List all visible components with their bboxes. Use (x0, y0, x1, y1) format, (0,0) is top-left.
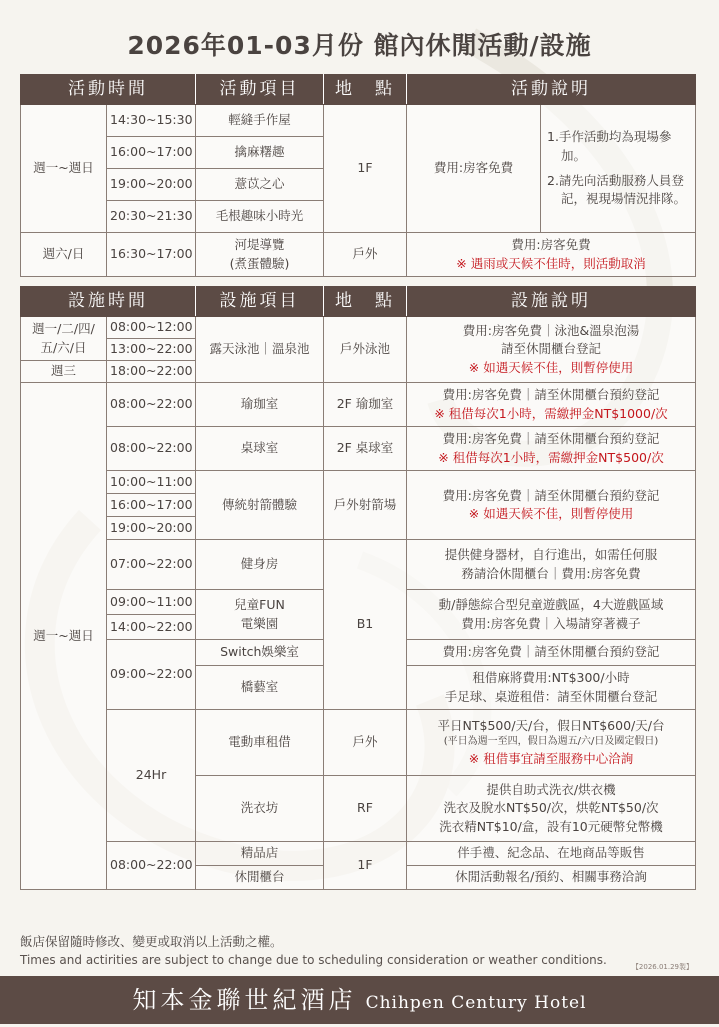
facilities-table (20, 286, 696, 890)
pool-days-line1: 週一/二/四/ (32, 321, 95, 337)
facility-time: 14:00~22:00 (107, 615, 196, 640)
activities-table (20, 74, 696, 277)
facility-item: 電動車租借 (196, 710, 324, 776)
activity-time: 16:30~17:00 (107, 233, 196, 277)
activity-location: 戶外 (324, 233, 407, 277)
chess-desc-line1: 租借麻將費用:NT$300/小時 (472, 670, 630, 686)
activity-warning: ※ 遇雨或天候不佳時，則活動取消 (456, 255, 646, 271)
footer-note-zh: 飯店保留隨時修改、變更或取消以上活動之權。 (20, 934, 283, 949)
activity-description (407, 233, 696, 277)
facility-description (407, 540, 696, 590)
activity-item-line2: (煮蛋體驗) (229, 255, 290, 271)
activity-notes (541, 105, 696, 233)
activity-note-2: 2.請先向活動服務人員登記，視現場情況排隊。 (547, 172, 687, 207)
header-facility-item: 設施項目 (196, 287, 324, 317)
brand-name-zh: 知本金聯世紀酒店 (132, 986, 357, 1014)
facility-item: 休閒櫃台 (196, 866, 324, 890)
activity-time: 20:30~21:30 (107, 201, 196, 233)
activity-item: 薏苡之心 (196, 169, 324, 201)
facility-time: 10:00~11:00 (107, 471, 196, 494)
facility-description: 費用:房客免費｜請至休閒櫃台預約登記 (407, 640, 696, 666)
facility-description (407, 666, 696, 710)
kids-desc-line1: 動/靜態綜合型兒童遊戲區，4大遊戲區域 (438, 597, 664, 613)
facility-location: 1F (324, 842, 407, 890)
pool-desc-line1: 費用:房客免費｜泳池&溫泉泡湯 (462, 323, 640, 339)
activity-item (196, 233, 324, 277)
facility-description (407, 776, 696, 842)
page-title: 2026年01-03月份 館內休閒活動/設施 (127, 31, 592, 60)
facility-description (407, 471, 696, 540)
facility-location: RF (324, 776, 407, 842)
activity-time: 16:00~17:00 (107, 137, 196, 169)
facility-location-b1: B1 (324, 540, 407, 710)
facility-time: 18:00~22:00 (107, 361, 196, 383)
facility-time: 08:00~22:00 (107, 842, 196, 890)
facility-item: 橋藝室 (196, 666, 324, 710)
brand-footer-bar (0, 976, 719, 1024)
facility-time: 07:00~22:00 (107, 540, 196, 590)
facility-time-24hr: 24Hr (107, 710, 196, 842)
activity-fee: 費用:房客免費 (511, 237, 591, 253)
laundry-desc-line1: 提供自助式洗衣/烘衣機 (486, 782, 616, 798)
facility-location: 戶外泳池 (324, 317, 407, 383)
header-activity-description: 活動說明 (407, 75, 696, 105)
gym-desc-line2: 務請洽休閒櫃台｜費用:房客免費 (461, 565, 641, 581)
laundry-desc-line3: 洗衣精NT$10/盒，設有10元硬幣兌幣機 (439, 818, 663, 834)
gym-desc-line1: 提供健身器材，自行進出，如需任何服 (444, 547, 658, 563)
header-facility-time: 設施時間 (21, 287, 196, 317)
billiards-desc: 費用:房客免費｜請至休閒櫃台預約登記 (442, 431, 660, 447)
footer-note-en: Times and actirities are subject to change due to scheduling consideration or weather conditions. (20, 953, 607, 968)
archery-warning: ※ 如遇天候不佳，則暫停使用 (468, 506, 634, 521)
billiards-warning: ※ 租借每次1小時，需繳押金NT$500/次 (438, 449, 664, 465)
yoga-desc: 費用:房客免費｜請至休閒櫃台預約登記 (442, 387, 660, 403)
ev-desc-line1: 平日NT$500/天/台，假日NT$600/天/台 (437, 718, 665, 734)
header-facility-location: 地 點 (324, 287, 407, 317)
facility-item (196, 590, 324, 640)
footer-notes (20, 932, 607, 970)
kids-item-line2: 電樂園 (240, 615, 279, 631)
facility-location: 戶外 (324, 710, 407, 776)
facility-time: 08:00~22:00 (107, 427, 196, 471)
pool-warning: ※ 如遇天候不佳，則暫停使用 (468, 359, 634, 375)
activity-location: 1F (324, 105, 407, 233)
brand-name-en: Chihpen Century Hotel (365, 993, 587, 1013)
activity-weekend-label: 週六/日 (21, 233, 107, 277)
facility-description (407, 427, 696, 471)
activity-fee: 費用:房客免費 (407, 105, 541, 233)
kids-item-line1: 兒童FUN (234, 597, 285, 613)
activity-weekday-label: 週一~週日 (21, 105, 107, 233)
facility-pool-day-wed: 週三 (21, 361, 107, 383)
facility-time: 19:00~20:00 (107, 517, 196, 540)
facility-item: 洗衣坊 (196, 776, 324, 842)
ev-desc-line2: (平日為週一至四，假日為週五/六/日及國定假日) (443, 736, 659, 748)
laundry-desc-line2: 洗衣及脫水NT$50/次，烘乾NT$50/次 (443, 800, 659, 816)
facility-description (407, 383, 696, 427)
facility-description (407, 710, 696, 776)
header-activity-location: 地 點 (324, 75, 407, 105)
activity-item: 擒麻糬趣 (196, 137, 324, 169)
header-activity-time: 活動時間 (21, 75, 196, 105)
facility-item: 露天泳池｜溫泉池 (196, 317, 324, 383)
facility-item: 傳統射箭體驗 (196, 471, 324, 540)
facility-pool-days (21, 317, 107, 361)
archery-desc: 費用:房客免費｜請至休閒櫃台預約登記 (442, 487, 660, 503)
facility-item: 精品店 (196, 842, 324, 866)
pool-desc-line2: 請至休閒櫃台登記 (500, 341, 601, 357)
facility-item: 瑜珈室 (196, 383, 324, 427)
header-facility-description: 設施說明 (407, 287, 696, 317)
activity-item: 輕縫手作屋 (196, 105, 324, 137)
activity-time: 19:00~20:00 (107, 169, 196, 201)
activity-note-1: 1.手作活動均為現場參加。 (547, 129, 672, 163)
ev-warning: ※ 租借事宜請至服務中心洽詢 (468, 750, 634, 766)
facility-time: 08:00~22:00 (107, 383, 196, 427)
chess-desc-line2: 手足球、桌遊租借：請至休閒櫃台登記 (444, 688, 658, 704)
facility-description (407, 317, 696, 383)
activity-time: 14:30~15:30 (107, 105, 196, 137)
activity-item-line1: 河堤導覽 (234, 237, 285, 253)
facility-item: 桌球室 (196, 427, 324, 471)
facility-time: 09:00~22:00 (107, 640, 196, 710)
kids-desc-line2: 費用:房客免費｜入場請穿著襪子 (461, 615, 641, 631)
facility-weekday-label: 週一~週日 (21, 383, 107, 890)
facility-location: 戶外射箭場 (324, 471, 407, 540)
yoga-warning: ※ 租借每次1小時，需繳押金NT$1000/次 (434, 405, 668, 421)
facility-item: Switch娛樂室 (196, 640, 324, 666)
activity-item: 毛根趣味小時光 (196, 201, 324, 233)
facility-item: 健身房 (196, 540, 324, 590)
facility-description: 休閒活動報名/預約、相關事務洽詢 (407, 866, 696, 890)
header-activity-item: 活動項目 (196, 75, 324, 105)
facility-location: 2F 桌球室 (324, 427, 407, 471)
print-date-stamp: 【2026.01.29製】 (631, 963, 693, 971)
facility-time: 13:00~22:00 (107, 339, 196, 361)
facility-description (407, 590, 696, 640)
facility-time: 16:00~17:00 (107, 494, 196, 517)
facility-time: 08:00~12:00 (107, 317, 196, 339)
pool-days-line2: 五/六/日 (40, 339, 87, 355)
facility-time: 09:00~11:00 (107, 590, 196, 615)
facility-location: 2F 瑜珈室 (324, 383, 407, 427)
facility-description: 伴手禮、紀念品、在地商品等販售 (407, 842, 696, 866)
